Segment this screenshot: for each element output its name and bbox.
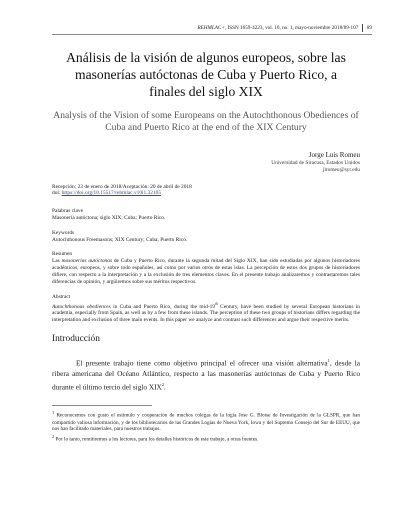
footnote-rule (52, 405, 152, 406)
resumen-term: masonerías autóctonas (61, 258, 113, 265)
footnote-2-num: 2 (52, 434, 55, 440)
doi-link[interactable]: https://doi.org/10.15517/rehmlac.v10i1.32105 (61, 190, 162, 197)
abstract-text (52, 301, 360, 325)
doi-label: doi: (52, 190, 62, 197)
article-title-english: Analysis of the Vision of some Europeans on the Autochthonous Obediences of Cuba and Puerto Rico at the end of the XIX Century (53, 109, 359, 133)
footnote-2 (52, 434, 360, 443)
author-email-line (52, 167, 360, 174)
keywords-en-label: Keywords (52, 229, 75, 236)
received-accepted: Recepción: 23 de enero de 2018/Aceptación: 20 de abril de 2018 (52, 183, 192, 190)
journal-meta: , ISSN 1659-4223, vol. 10, no. 1, mayo-noviembre 2018/89-107 (224, 25, 359, 31)
journal-name: REHMLAC+ (197, 25, 225, 31)
resumen-text (52, 258, 360, 286)
page-number: 89 (366, 25, 372, 31)
abstract-term: Autochthonous obediences (52, 303, 111, 310)
doi-line (52, 190, 360, 197)
resumen-lead: Las (52, 258, 62, 265)
author-email[interactable]: jlromeu@syr.edu (322, 167, 360, 173)
article-title: Análisis de la visión de algunos europeos, sobre las masonerías autóctonas de Cuba y Puerto Rico, a finales del siglo XIX (66, 49, 346, 99)
intro-text-c: . (164, 382, 166, 392)
footnote-1 (52, 410, 360, 433)
footnote-ref-1[interactable]: 1 (327, 358, 330, 364)
abstract-rest-b: Century, have been studied by several European historians in academia, especially from Spain, as well as by a few from these islands. The perception of these two groups of historians differs regarding the interpretation and exclusion of three main events. In this paper we analyze and contrast such differences and argue their respective merits. (52, 303, 360, 324)
intro-text-b: , desde la ribera americana del Océano Atlántico, respecto a las masonerías autóctonas de Cuba y Puerto Rico durante el último tercio del siglo XIX (52, 358, 360, 392)
abstract-rest-a: in Cuba and Puerto Rico, during the mid-19 (110, 303, 215, 310)
keywords-es: Masonería autóctona; siglo XIX; Cuba; Puerto Rico. (52, 214, 166, 221)
footnote-2-text: Por lo tanto, remitiremos a los lectores, para los detalles históricos de este trabajo, a otras fuentes. (54, 436, 259, 443)
running-header (52, 24, 372, 32)
abstract-label: Abstract (52, 293, 71, 300)
intro-text-a: El presente trabajo tiene como objetivo principal el ofrecer una visión alternativa (76, 358, 328, 368)
section-title-introduccion: Introducción (52, 334, 100, 345)
header-separator (362, 24, 363, 32)
author-affiliation: Universidad de Siracusa, Estados Unidos (271, 160, 360, 167)
publication-dates (52, 184, 360, 198)
footnote-1-text: Reconocemos con gusto el estímulo y cooperación de muchos colegas de la logia Jose G. Bloise de Investigación de la GLSPR, que han compartido valiosa información, y de los bibliotecarios de las Grandes Logias de Nueva York, Iowa y del Supremo Consejo del Sur de EEUU, que nos han facilitado materiales, para nuestros trabajos. (52, 413, 360, 433)
abstract-sup: th (214, 301, 218, 306)
resumen-label: Resumen (52, 251, 73, 258)
author-name: Jorge Luis Romeu (308, 151, 360, 160)
footnote-1-num: 1 (52, 410, 55, 416)
header-rule (52, 34, 372, 35)
intro-paragraph (52, 356, 360, 393)
footnote-ref-2[interactable]: 2 (161, 381, 165, 387)
keywords-en: Autochthonous Freemasons; XIX Century; Cuba; Puerto Rico. (52, 236, 188, 243)
resumen-rest: de Cuba y Puerto Rico, durante la segunda mitad del Siglo XIX, han sido estudiadas por algunos historiadores académicos, europeos, y sobre todo españoles, así como por varios otros de estas islas. La percepción de estos dos grupos de historiadores difiere, con respecto a la interpretación y a la exclusión de tres elementos claves. En el presente trabajo analizaremos y contrastaremos tales diferencias de opinión, y argüiremos sobre sus méritos respectivos. (52, 258, 360, 285)
keywords-es-label: Palabras clave (52, 208, 83, 215)
